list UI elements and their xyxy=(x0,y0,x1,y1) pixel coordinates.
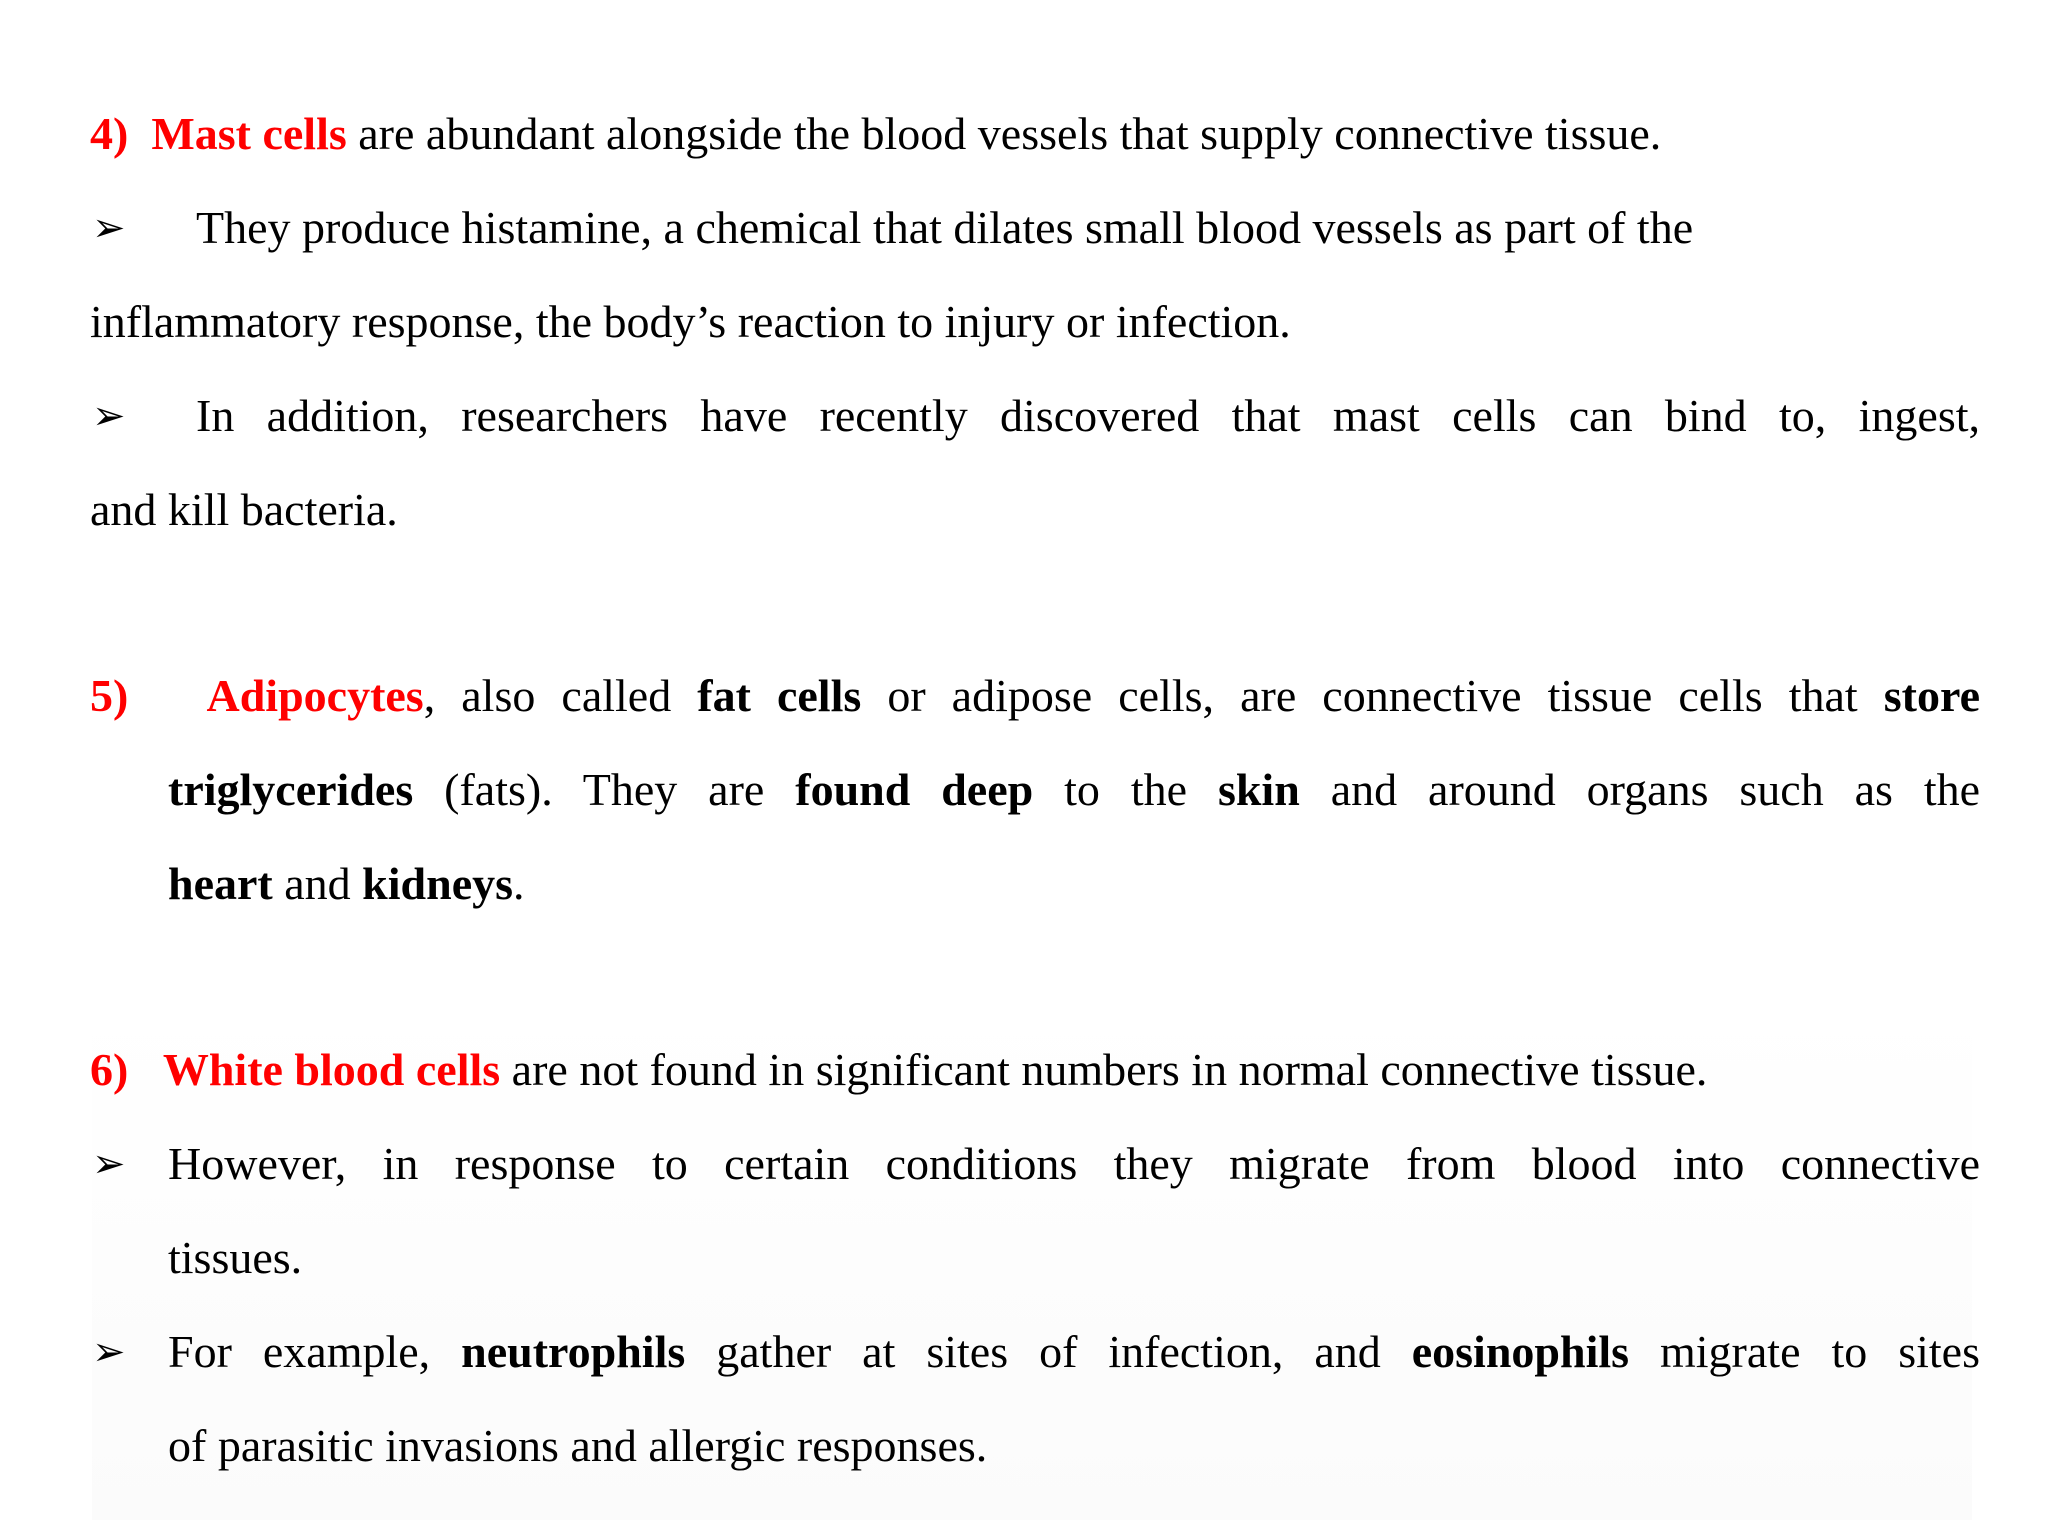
section-6-bullet-1-line-2: tissues. xyxy=(168,1232,303,1283)
section-6-bullet-2-line-1 xyxy=(168,1324,1980,1380)
section-4-bullet-1-line-1: They produce histamine, a chemical that dilates small blood vessels as part of the xyxy=(196,202,1694,253)
arrowhead-bullet-icon: ➢ xyxy=(92,205,126,251)
section-6-term: White blood cells xyxy=(162,1044,501,1095)
section-4-heading xyxy=(90,106,1661,162)
section-5-bold-term: skin xyxy=(1217,764,1300,815)
section-6-bullet-1-line-1: However, in response to certain conditions they migrate from blood into connective xyxy=(168,1138,1980,1189)
arrowhead-bullet-icon: ➢ xyxy=(92,1329,126,1375)
section-5-line-1 xyxy=(90,668,1980,724)
section-5-text: and xyxy=(272,858,363,909)
section-5-line-3 xyxy=(168,856,525,912)
section-5-bold-term: found deep xyxy=(795,764,1034,815)
arrowhead-bullet-icon: ➢ xyxy=(92,1141,126,1187)
section-6-bold-term: neutrophils xyxy=(461,1326,686,1377)
section-6-text: migrate to sites xyxy=(1629,1326,1980,1377)
section-4-bullet-2-line-1: In addition, researchers have recently discovered that mast cells can bind to, ingest, xyxy=(196,390,1980,441)
section-5-bold-term: store xyxy=(1883,670,1980,721)
section-5-bold-term: triglycerides xyxy=(168,764,414,815)
section-6-number: 6) xyxy=(90,1044,129,1095)
section-5-text: (fats). They are xyxy=(413,764,796,815)
section-5-text: . xyxy=(513,858,525,909)
section-4-term: Mast cells xyxy=(151,108,347,159)
section-5-text: to the xyxy=(1033,764,1218,815)
section-5-line-2 xyxy=(168,762,1980,818)
section-5-term: Adipocytes xyxy=(206,670,424,721)
section-6-text: gather at sites of infection, and xyxy=(685,1326,1412,1377)
section-6-bullet-2-line-2: of parasitic invasions and allergic responses. xyxy=(168,1420,988,1471)
section-4-bullet-1-line-2: inflammatory response, the body’s reaction to injury or infection. xyxy=(90,296,1291,347)
section-5-text: or adipose cells, are connective tissue cells that xyxy=(861,670,1884,721)
section-6-heading-text: are not found in significant numbers in normal connective tissue. xyxy=(500,1044,1708,1095)
section-5-text: and around organs such as the xyxy=(1299,764,1981,815)
section-5-number: 5) xyxy=(90,670,129,721)
section-5-bold-term: kidneys xyxy=(362,858,514,909)
section-6-bold-term: eosinophils xyxy=(1411,1326,1630,1377)
section-6-heading xyxy=(90,1042,1707,1098)
section-6-text: For example, xyxy=(168,1326,462,1377)
section-4-number: 4) xyxy=(90,108,129,159)
section-4-bullet-2-line-2: and kill bacteria. xyxy=(90,484,398,535)
section-5-bold-term: fat cells xyxy=(697,670,862,721)
section-5-text: , also called xyxy=(423,670,698,721)
section-5-bold-term: heart xyxy=(168,858,273,909)
section-4-heading-text: are abundant alongside the blood vessels that supply connective tissue. xyxy=(346,108,1662,159)
arrowhead-bullet-icon: ➢ xyxy=(92,393,126,439)
